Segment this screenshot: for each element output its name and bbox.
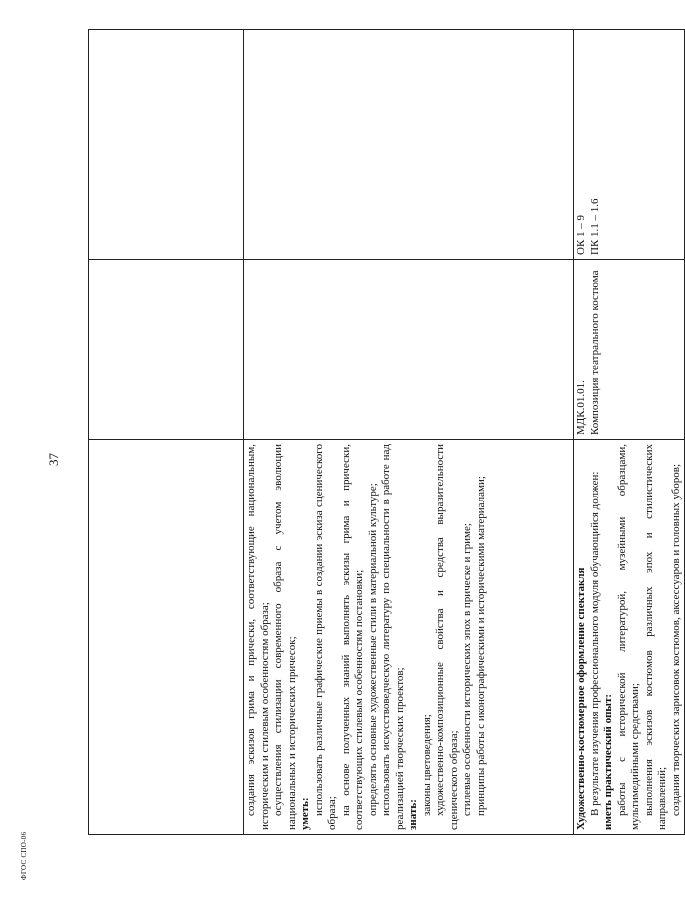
mdk-name: Композиция театрального костюма — [588, 270, 601, 435]
mdk-code: МДК.01.01. — [575, 380, 587, 435]
cell-competences — [574, 30, 685, 260]
text-line: на основе полученных знаний выполнять эскизы грима и прически, соответствующих стилевым особенностям постановки; — [339, 444, 365, 830]
cell-blank-3 — [89, 30, 244, 260]
section-label: иметь практический опыт: — [602, 693, 614, 830]
text-line: использовать искусствоведческую литературу по специальности в работе над реализацией творческих проектов; — [380, 444, 406, 830]
page-number: 37 — [46, 453, 61, 466]
section-label: уметь: — [299, 797, 311, 830]
text-line: осуществления стилизации современного образа с учетом эволюции национальных и исторических причесок; — [272, 444, 298, 830]
text-line: создания эскизов грима и прически, соответствующие национальным, историческим и стилевым особенностям образа; — [245, 444, 271, 830]
text-line: художественно-композиционные свойства и средства выразительности сценического образа; — [434, 444, 460, 830]
text-line: В результате изучения профессионального модуля обучающийся должен: — [588, 471, 601, 816]
text-line: создания творческих зарисовок костюмов, аксессуаров и головных уборов; — [669, 463, 682, 816]
cell-row2-content — [574, 440, 685, 835]
cell-row1-content — [244, 440, 574, 835]
cell-row1-empty-b — [244, 30, 574, 260]
row1-text-block — [245, 444, 488, 830]
footer-label: ФГОС СПО-06 — [20, 831, 28, 880]
text-line: выполнения эскизов костюмов различных эпох и стилистических направлений; — [642, 444, 668, 830]
cell-blank-2 — [89, 260, 244, 440]
table-row — [244, 30, 574, 835]
row2-text-block — [589, 444, 684, 830]
competence-ok: ОК 1 – 9 — [575, 214, 587, 255]
text-line: определять основные художественные стили в материальной культуре; — [366, 483, 379, 816]
text-line: законы цветоведения; — [420, 714, 433, 816]
table-row — [574, 30, 685, 835]
text-line: использовать различные графические приемы в создании эскиза сценического образа; — [312, 444, 338, 830]
text-line: работы с исторической литературой, музейными образцами, мультимедийными средствами; — [615, 444, 641, 830]
cell-row1-empty-a — [244, 260, 574, 440]
competence-pk: ПК 1.1 – 1.6 — [588, 198, 601, 255]
section-heading: Художественно-костюмерное оформление спектакля — [575, 567, 587, 830]
section-label: знать: — [407, 799, 419, 830]
rotated-table — [88, 30, 682, 835]
module-table — [88, 29, 685, 835]
cell-blank-1 — [89, 440, 244, 835]
cell-mdk — [574, 260, 685, 440]
table-row-top — [89, 30, 244, 835]
text-line: принципы работы с иконографическими и историческими материалами; — [474, 476, 487, 816]
text-line: стилевые особенности исторических эпох в прическе и гриме; — [461, 523, 473, 816]
